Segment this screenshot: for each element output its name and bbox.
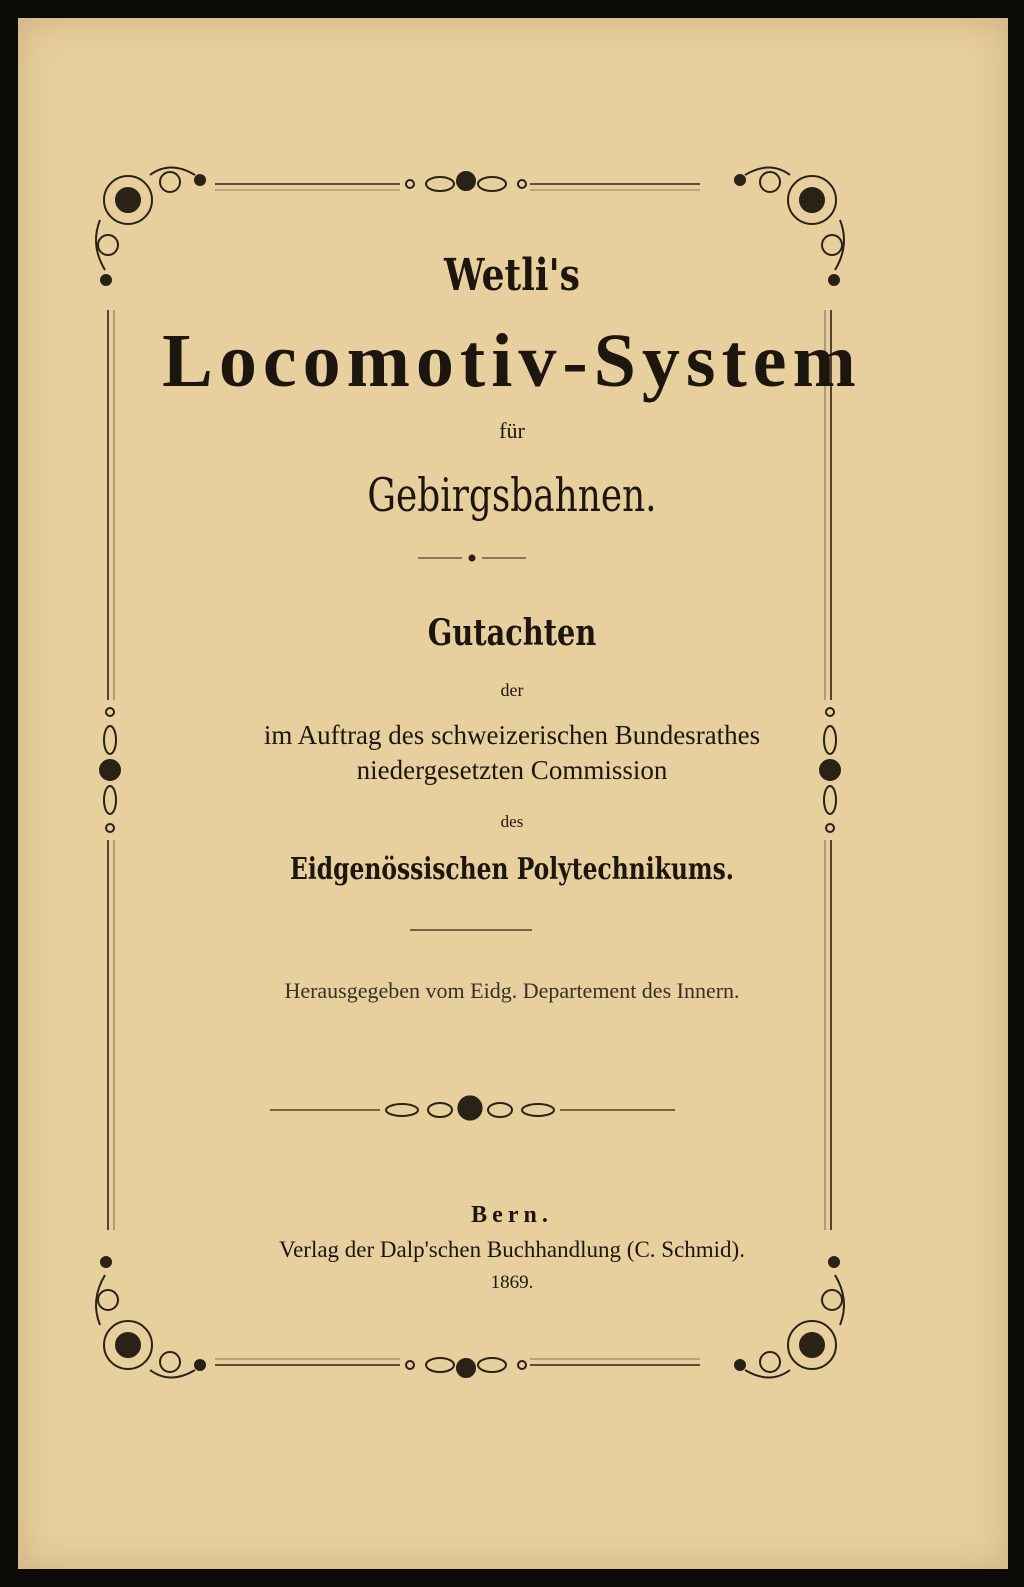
book-title: Locomotiv-System: [162, 319, 862, 403]
book-subject: Gebirgsbahnen.: [367, 468, 657, 522]
publisher-note: Herausgegeben vom Eidg. Departement des Innern.: [284, 978, 740, 1003]
institution-name: Eidgenössischen Polytechnikums.: [290, 852, 734, 887]
article-des: des: [500, 812, 524, 831]
ornament-bottom-center: [406, 1358, 526, 1377]
title-preposition: für: [499, 418, 525, 443]
ornament-top-center: [406, 172, 526, 191]
publication-city: Bern.: [471, 1202, 553, 1228]
publication-year: 1869.: [490, 1272, 534, 1293]
publisher-imprint: Verlag der Dalp'schen Buchhandlung (C. Schmid).: [279, 1237, 745, 1262]
document-type: Gutachten: [427, 612, 597, 654]
author-name: Wetli's: [444, 250, 580, 301]
separator-ornament: [270, 1096, 675, 1120]
commission-line-1: im Auftrag des schweizerischen Bundesrathes: [263, 720, 761, 750]
commission-line-2: niedergesetzten Commission: [356, 755, 668, 785]
separator-small: [418, 555, 526, 561]
article-der: der: [500, 680, 524, 700]
